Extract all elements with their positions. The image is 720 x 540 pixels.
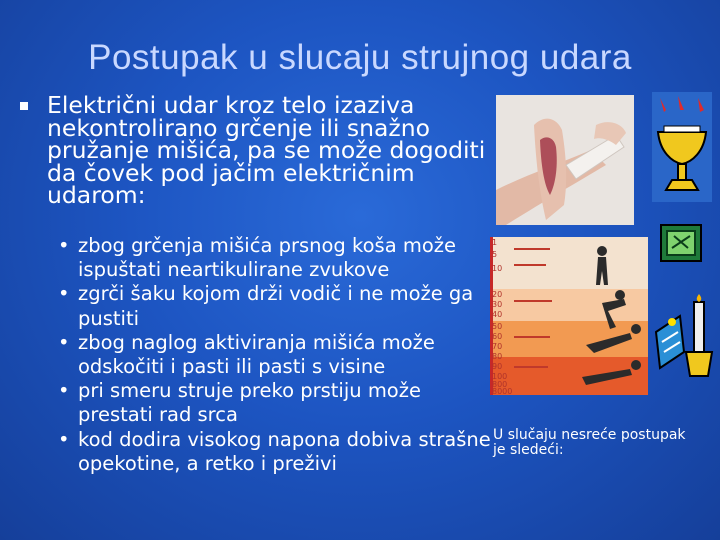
bullet-dot-icon: • <box>58 427 70 451</box>
money-clipart-icon <box>660 224 702 262</box>
list-item <box>58 379 498 427</box>
list-item-text: pri smeru struje preko prstiju može prestati rad srca <box>78 379 421 427</box>
scale-label: 80 <box>492 352 503 361</box>
list-item-text: zbog grčenja mišića prsnog koša može ispuštati neartikulirane zvukove <box>78 234 457 282</box>
scale-label: 800 <box>492 380 508 389</box>
shock-effects-chart <box>490 237 648 395</box>
list-item <box>58 234 498 282</box>
scale-label: 70 <box>492 342 503 351</box>
shock-chart-illustration <box>490 237 648 395</box>
scale-label: 1 <box>492 238 498 247</box>
scale-label: 10 <box>492 264 503 273</box>
list-item <box>58 331 498 379</box>
square-bullet-icon <box>20 102 28 110</box>
scale-label: 30 <box>492 300 503 309</box>
bullet-dot-icon: • <box>58 330 70 354</box>
scale-label: 40 <box>492 310 503 319</box>
scale-label: 5 <box>492 250 498 259</box>
slide-title: Postupak u slucaju strujnog udara <box>88 38 632 77</box>
bullet-dot-icon: • <box>58 234 70 257</box>
burn-photo <box>496 95 634 225</box>
main-paragraph: Električni udar kroz telo izaziva nekontrolirano grčenje ili snažno pružanje mišića, pa se može dogoditi da čovek pod jačim električnim udarom: <box>47 91 486 209</box>
goblet-clipart-icon <box>652 92 712 202</box>
scale-label: 8000 <box>492 387 513 395</box>
scale-label: 100 <box>492 372 508 381</box>
scale-label: 90 <box>492 362 503 371</box>
scale-label: 50 <box>492 322 503 331</box>
scale-label: 20 <box>492 290 503 299</box>
scale-label: 60 <box>492 332 503 341</box>
burn-photo-illustration <box>496 95 634 225</box>
sub-bullet-list <box>58 234 498 476</box>
list-item-text: kod dodira visokog napona dobiva strašne opekotine, a retko i preživi <box>78 427 491 475</box>
party-clipart-icon <box>650 292 720 382</box>
list-item-text: zbog naglog aktiviranja mišića može odskočiti i pasti ili pasti s visine <box>78 330 435 379</box>
list-item <box>58 282 498 330</box>
bullet-dot-icon: • <box>58 282 70 306</box>
procedure-caption: U slučaju nesreće postupak je sledeći: <box>493 427 686 458</box>
list-item-text: zgrči šaku kojom drži vodič i ne može ga pustiti <box>78 282 474 330</box>
bullet-dot-icon: • <box>58 379 70 403</box>
list-item <box>58 428 498 476</box>
